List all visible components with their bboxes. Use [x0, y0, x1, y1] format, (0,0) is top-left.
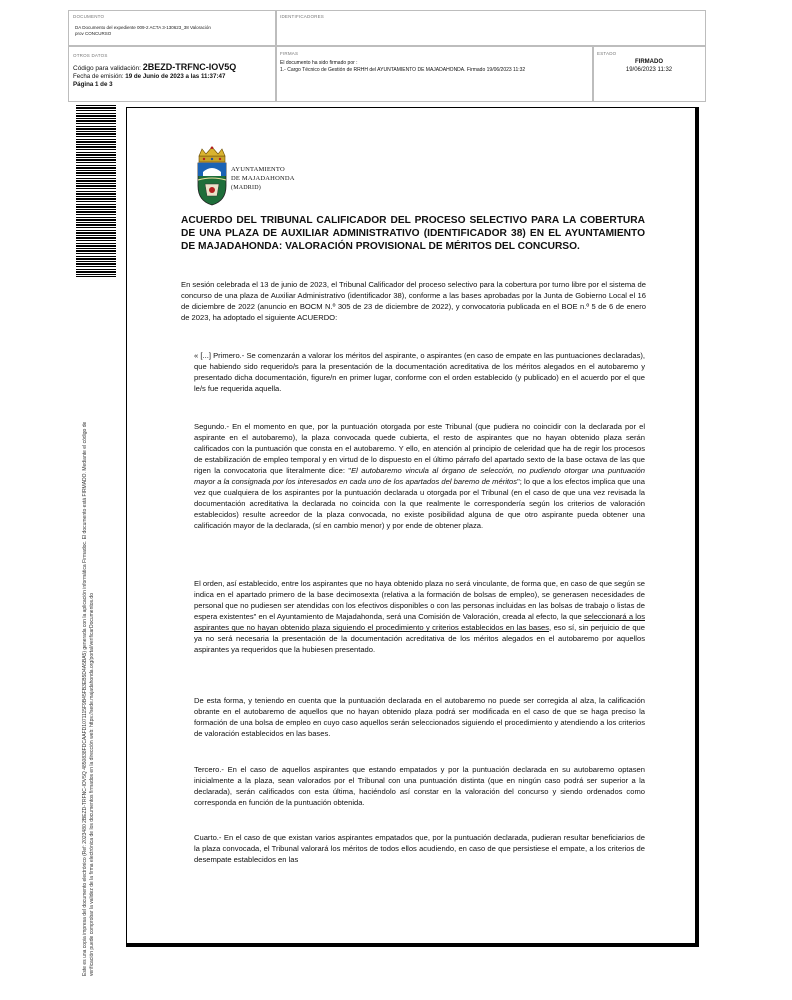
- header-otros-datos-box: [68, 46, 277, 102]
- paragraph-orden: El orden, así establecido, entre los aspirantes que no haya obtenido plaza no será vinculante, de forma que, en caso de que según se indica en el apartado primero de la base decimosexta (relativa a la formación de bolsas de empleo), se generasen necesidades de personal que no pudiesen ser atendidas con los efectivos disponibles o con las personas incluidas en las bolsas de trabajo o listas de espera existentes" en el Ayuntamiento de Majadahonda, será una Comisión de Valoración, creada al efecto, la que seleccionará a los aspirantes que no hayan obtenido plaza siguiendo el procedimiento y criterios establecidos en las bases, eso sí, sin perjuicio de que ya no será necesaria la presentación de la documentación acreditativa de los méritos alegados en el autobaremo por aquellos aspirantes ya requeridos que la hubiesen presentado.: [194, 579, 645, 655]
- sidebar-verification-text-2: verificación puede comprobar la validez de la firma electrónica de los documentos firmados en la dirección web: https://sede.majadahonda.org/portal/verificarDocumentos.do: [89, 593, 95, 976]
- barcode-image: [76, 105, 116, 277]
- paragraph-tercero: Tercero.- En el caso de aquellos aspirantes que estando empatados y por la puntuación declarada en su autobaremo optasen inicialmente a la plaza, sean valorados por el Tribunal con una puntuación distinta (que en ningún caso podrá ser superior a la declarada), serán calificados con esta última, haciéndolo así constar en la valoración del concurso y siendo ordenados como corresponda en función de la puntuación obtenida.: [194, 765, 645, 808]
- estado-value: FIRMADO: [635, 59, 663, 65]
- document-page: [126, 107, 699, 947]
- identificadores-label: IDENTIFICADORES: [280, 14, 325, 19]
- paragraph-intro: En sesión celebrada el 13 de junio de 2023, el Tribunal Calificador del proceso selectivo para la cobertura por turno libre por el sistema de concurso de una plaza de Auxiliar Administrativo (identificador 38), conforme a las bases aprobadas por la Junta de Gobierno Local el 16 de diciembre de 2022 (anuncio en BOCM N.º 305 de 23 de diciembre de 2022), y convocatoria publicada en el BOE n.º 5 de 6 de enero de 2023, ha adoptado el siguiente ACUERDO:: [181, 280, 646, 323]
- coat-of-arms-logo: [195, 146, 229, 206]
- logo-text-3: (MADRID): [231, 185, 261, 191]
- logo-text-1: AYUNTAMIENTO: [231, 166, 285, 173]
- firmas-label: FIRMAS: [280, 51, 299, 56]
- estado-label: ESTADO: [597, 51, 617, 56]
- otros-datos-label: OTROS DATOS: [73, 53, 108, 58]
- document-title: ACUERDO DEL TRIBUNAL CALIFICADOR DEL PROCESO SELECTIVO PARA LA COBERTURA DE UNA PLAZA DE AUXILIAR ADMINISTRATIVO (IDENTIFICADOR 38) EN EL AYUNTAMIENTO DE MAJADAHONDA: VALORACIÓN PROVISIONAL DE MÉRITOS DEL CONCURSO.: [181, 215, 645, 252]
- header-estado-box: [592, 46, 706, 102]
- segundo-quote: El autobaremo vincula al órgano de selección, no pudiendo otorgar una puntuación mayor a la consignada por los interesados en cada uno de los apartados del baremo de méritos: [194, 466, 645, 487]
- estado-date: 19/06/2023 11:32: [625, 67, 673, 73]
- documento-label: DOCUMENTO: [73, 14, 105, 19]
- pagina-indicator: Página 1 de 3: [73, 81, 113, 88]
- codigo-validacion: Código para validación: 2BEZD-TRFNC-IOV5Q: [73, 62, 237, 72]
- header-documento-box: [68, 10, 277, 46]
- paragraph-primero: « [...] Primero.- Se comenzarán a valorar los méritos del aspirante, o aspirantes (en caso de empate en las puntuaciones declaradas), que habiendo sido requerido/s para la presentación de la documentación acreditativa de los méritos alegados en el autobaremo y presentado dicha documentación, figure/n en primer lugar, conforme con el orden establecido (y publicado) en el acuerdo por el que le/s fue requerida aquella.: [194, 351, 645, 394]
- paragraph-segundo: Segundo.- En el momento en que, por la puntuación otorgada por este Tribunal (que pudiera no coincidir con la declarada por el aspirante en el autobaremo), la plaza convocada quede cubierta, el resto de aspirantes que no hayan obtenido plaza serán calificados con la puntuación que consta en el autobaremo. Y ello, en atención al principio de celeridad que ha de regir los procesos de estabilización de empleo temporal y en virtud de lo dispuesto en el último párrafo del apartado sexto de la base octava de las que rigen la convocatoria que literalmente dice: "El autobaremo vincula al órgano de selección, no pudiendo otorgar una puntuación mayor a la consignada por los interesados en cada uno de los apartados del baremo de méritos"; lo que a los efectos implica que una vez que cualquiera de los aspirantes por la puntuación declarada u otorgada por el Tribunal (en el caso de que una vez revisada la documentación acreditativa la declarada no coincida con la que realmente le correspondería según los criterios de valoración establecidos) resulte acreedor de la plaza convocada, no existe posibilidad alguna de que otro aspirante pueda obtener una calificación mayor de la declarada, (sí en cambio menor) y por ende de obtener plaza.: [194, 422, 645, 531]
- header-firmas-box: [275, 46, 594, 102]
- documento-value: DA Documento del expediente 009-2 ACTA 3-130623_38 Valoración prov CONCURSO: [75, 25, 211, 36]
- orden-underlined: seleccionará a los aspirantes que no hayan obtenido plaza siguiendo el procedimiento y criterios establecidos en las bases: [194, 612, 645, 633]
- firmas-line-2: 1.- Cargo Técnico de Gestión de RRHH del AYUNTAMIENTO DE MAJADAHONDA. Firmado 19/06/2023 11:32: [280, 67, 526, 73]
- logo-text-2: DE MAJADAHONDA: [231, 175, 295, 182]
- header-identificadores-box: [275, 10, 706, 46]
- paragraph-forma: De esta forma, y teniendo en cuenta que la puntuación declarada en el autobaremo no puede ser corregida al alza, la calificación obrante en el autobaremo de aquellos que no hayan obtenido plaza podrá ser modificada en el caso de que se haga preciso la formación de una bolsa de empleo en cuyo caso aquellos serán seleccionados siguiendo el procedimiento y atendiendo a los criterios de valoración establecidos en las bases.: [194, 696, 645, 739]
- sidebar-verification-text-1: Este es una copia impresa del documento electrónico (Ref: 2023480 2BEZD-TRFNC-IOV5Q 4850838FDCAAFD1071115F9B45FB3EB5D4A5BA5) generada con la aplicación informática Firmadoc. El documento está FIRMADO. Mediante el código de: [82, 421, 88, 976]
- firmas-line-1: El documento ha sido firmado por :: [280, 60, 358, 66]
- paragraph-cuarto: Cuarto.- En el caso de que existan varios aspirantes empatados que, por la puntuación declarada, pudieran resultar beneficiarios de la plaza convocada, el Tribunal valorará los méritos de todos ellos acudiendo, en caso de que persistiese el empate, a los criterios de desempate establecidos en las: [194, 833, 645, 865]
- fecha-emision: Fecha de emisión: 19 de Junio de 2023 a las 11:37:47: [73, 73, 226, 80]
